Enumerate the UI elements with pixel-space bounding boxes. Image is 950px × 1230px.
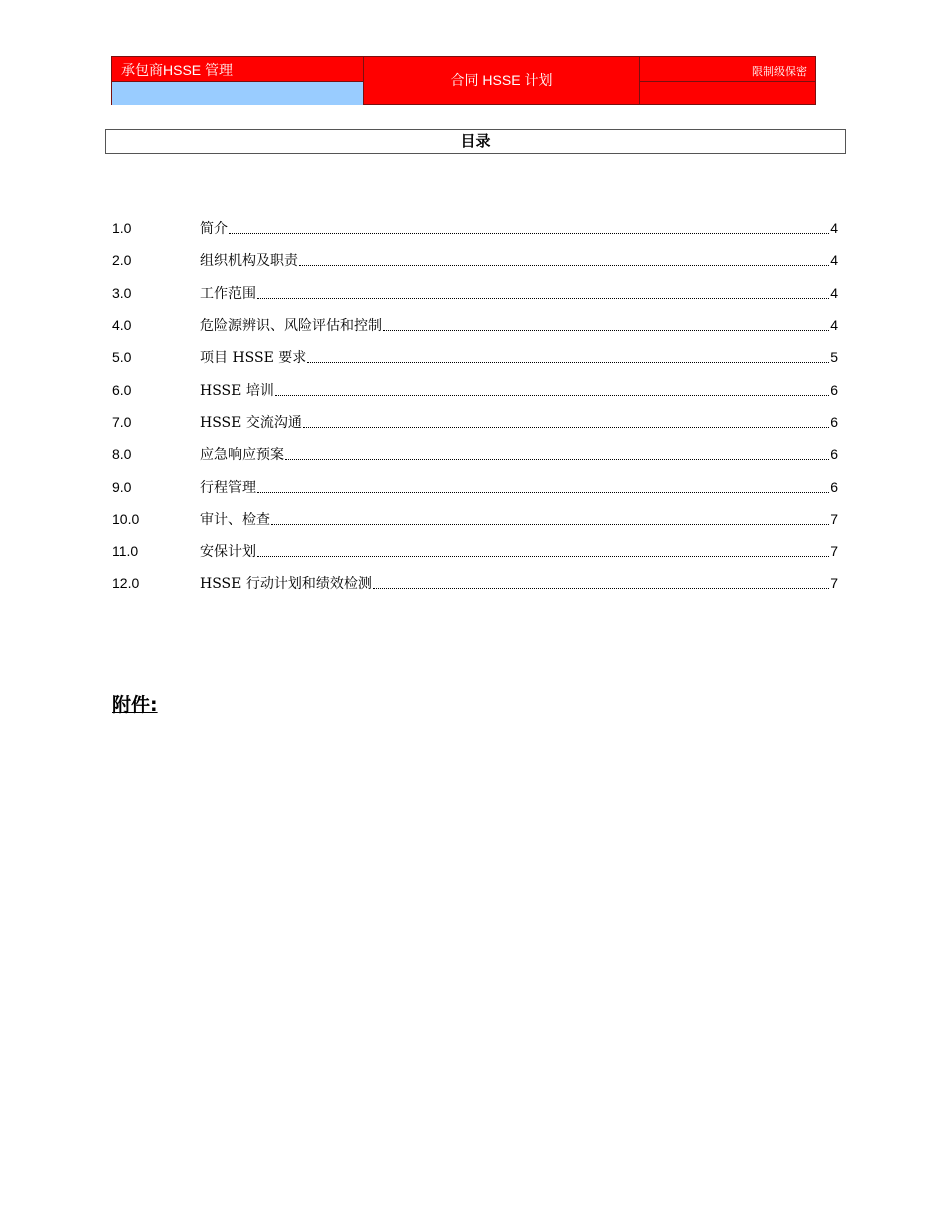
toc-entry-number: 6.0 bbox=[112, 381, 132, 398]
toc-entry[interactable] bbox=[112, 277, 838, 309]
toc-leader-dots bbox=[299, 264, 829, 266]
header-document-title: 合同 HSSE 计划 bbox=[450, 72, 553, 88]
toc-entry[interactable] bbox=[112, 309, 838, 341]
header-department-label: 承包商HSSE 管理 bbox=[121, 62, 234, 78]
toc-entry-page: 4 bbox=[830, 252, 838, 269]
toc-entry-title: 危险源辨识、风险评估和控制 bbox=[200, 318, 382, 335]
toc-entry[interactable] bbox=[112, 567, 838, 599]
toc-entry-page: 6 bbox=[830, 478, 838, 495]
toc-leader-dots bbox=[257, 491, 829, 493]
toc-entry-title: 简介 bbox=[200, 221, 228, 238]
toc-entry-number: 1.0 bbox=[112, 220, 132, 237]
toc-leader-dots bbox=[285, 458, 829, 460]
toc-entry-number: 8.0 bbox=[112, 446, 132, 463]
toc-entry-page: 4 bbox=[830, 220, 838, 237]
header-classification-label: 限制级保密 bbox=[752, 66, 807, 78]
toc-entry-page: 4 bbox=[830, 284, 838, 301]
toc-heading-box bbox=[105, 129, 846, 154]
toc-entry-title: 项目 HSSE 要求 bbox=[200, 350, 307, 367]
toc-entry-page: 4 bbox=[830, 317, 838, 334]
toc-leader-dots bbox=[303, 426, 829, 428]
toc-entry-number: 10.0 bbox=[112, 510, 140, 527]
toc-entry-page: 7 bbox=[830, 543, 838, 560]
toc-entry-page: 7 bbox=[830, 510, 838, 527]
toc-entry-number: 12.0 bbox=[112, 575, 140, 592]
toc-leader-dots bbox=[257, 297, 829, 299]
header-blank-red-cell bbox=[640, 82, 815, 104]
header-document-title-cell bbox=[364, 57, 640, 104]
toc-entry-title: 组织机构及职责 bbox=[200, 253, 298, 270]
toc-leader-dots bbox=[307, 361, 829, 363]
toc-entry-title: 应急响应预案 bbox=[200, 447, 284, 464]
toc-entry-page: 7 bbox=[830, 575, 838, 592]
toc-entry-number: 3.0 bbox=[112, 284, 132, 301]
toc-leader-dots bbox=[373, 587, 829, 589]
header-blank-blue-cell bbox=[112, 82, 364, 105]
toc-entry-title: 行程管理 bbox=[200, 479, 256, 496]
toc-entry[interactable] bbox=[112, 341, 838, 373]
toc-entry[interactable] bbox=[112, 373, 838, 405]
toc-entry[interactable] bbox=[112, 406, 838, 438]
toc-entry-title: HSSE 培训 bbox=[200, 382, 274, 399]
toc-entry-number: 11.0 bbox=[112, 543, 139, 560]
toc-leader-dots bbox=[257, 555, 829, 557]
table-of-contents bbox=[112, 212, 838, 600]
toc-entry-number: 9.0 bbox=[112, 478, 132, 495]
toc-entry[interactable] bbox=[112, 470, 838, 502]
toc-entry-number: 4.0 bbox=[112, 317, 132, 334]
header-department-cell bbox=[112, 57, 364, 82]
header-classification-cell bbox=[640, 57, 815, 82]
toc-leader-dots bbox=[271, 523, 829, 525]
toc-entry-title: 审计、检查 bbox=[200, 511, 270, 528]
toc-entry-number: 7.0 bbox=[112, 413, 132, 430]
toc-entry-page: 5 bbox=[830, 349, 838, 366]
toc-heading: 目录 bbox=[460, 132, 491, 150]
toc-entry-page: 6 bbox=[830, 381, 838, 398]
toc-entry-title: 安保计划 bbox=[200, 544, 256, 561]
toc-entry-title: 工作范围 bbox=[200, 285, 256, 302]
toc-entry-page: 6 bbox=[830, 413, 838, 430]
toc-entry-title: HSSE 行动计划和绩效检测 bbox=[200, 576, 372, 593]
toc-entry[interactable] bbox=[112, 212, 838, 244]
toc-leader-dots bbox=[229, 232, 829, 234]
document-header-table bbox=[111, 56, 816, 105]
toc-entry[interactable] bbox=[112, 438, 838, 470]
attachments-heading: 附件: bbox=[112, 694, 158, 716]
toc-entry-number: 2.0 bbox=[112, 252, 132, 269]
toc-entry-title: HSSE 交流沟通 bbox=[200, 414, 302, 431]
toc-entry[interactable] bbox=[112, 244, 838, 276]
toc-entry[interactable] bbox=[112, 503, 838, 535]
toc-leader-dots bbox=[275, 394, 829, 396]
toc-entry-number: 5.0 bbox=[112, 349, 132, 366]
toc-entry-page: 6 bbox=[830, 446, 838, 463]
toc-leader-dots bbox=[383, 329, 829, 331]
toc-entry[interactable] bbox=[112, 535, 838, 567]
